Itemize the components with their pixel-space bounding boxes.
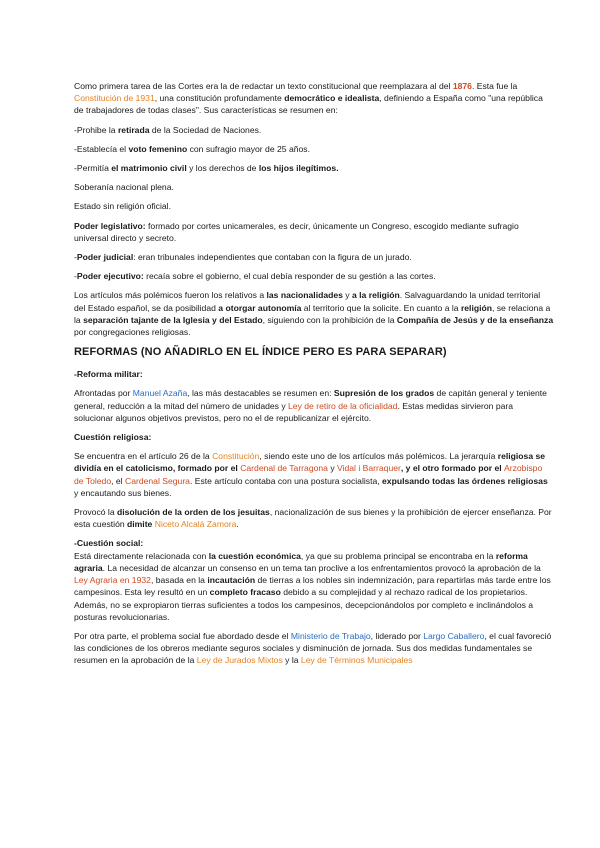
text: , una constitución profundamente xyxy=(154,93,285,104)
bold-text: a la religión xyxy=(352,290,400,301)
text: -Prohibe la xyxy=(74,124,118,135)
text: , el cual favoreció las condiciones de los obreros mediante seguros sociales y disminución de jornada. Sus dos medidas fundamentales se resumen en la aprobación de la xyxy=(74,630,552,666)
vidal-barraquer: Vidal i Barraquer xyxy=(337,463,401,474)
text: , siguiendo con la prohibición de la xyxy=(262,314,397,325)
feature-item xyxy=(74,143,554,155)
bold-text: Poder ejecutivo: xyxy=(76,271,144,282)
bold-text: Compañía de Jesús y de la enseñanza xyxy=(396,314,554,325)
text: Como primera tarea de las Cortes era la de redactar un texto constitucional que reemplazara al del xyxy=(74,81,453,91)
feature-item xyxy=(74,162,554,174)
text: debido a su complejidad y al rechazo radical de los propietarios. Además, no se expropiaron tierras suficientes a todos los campesinos, decepcionándolos por completo e inclinándolos a posturas revolucionarias. xyxy=(74,587,534,622)
bold-text: religión xyxy=(460,302,492,313)
text: , siendo este uno de los artículos más polémicos. La jerarquía xyxy=(259,451,498,462)
text: - xyxy=(74,271,77,282)
largo-caballero: Largo Caballero xyxy=(423,630,485,641)
constitucion-1931: Constitución de 1931 xyxy=(74,93,155,104)
militar-paragraph xyxy=(74,387,554,424)
text: , las más destacables se resumen en: xyxy=(187,388,334,399)
text: recaía sobre el gobierno, el cual debía responder de su gestión a las cortes. xyxy=(143,271,436,282)
ley-agraria: Ley Agraria en 1932 xyxy=(74,575,151,586)
text: y xyxy=(327,463,338,474)
text: por congregaciones religiosas. xyxy=(74,327,191,338)
text: Soberanía nacional plena. xyxy=(74,182,174,193)
intro-paragraph xyxy=(74,80,554,117)
bold-text: las nacionalidades xyxy=(266,290,343,301)
feature-item xyxy=(74,251,554,263)
bold-text: expulsando todas las órdenes religiosas xyxy=(382,475,548,486)
text: Por otra parte, el problema social fue abordado desde el xyxy=(74,630,291,641)
bold-text: disolución de la orden de los jesuitas xyxy=(117,507,270,518)
text: al territorio que la solicite. En cuanto a la xyxy=(301,302,461,313)
text: . La necesidad de alcanzar un consenso en un tema tan proclive a los enfrentamientos provocó la aprobación de la xyxy=(102,562,541,573)
social-paragraph xyxy=(74,550,554,623)
text: formado por cortes unicamerales, es decir, únicamente un Congreso, escogido mediante sufragio universal directo y secreto. xyxy=(74,220,519,243)
ley-retiro: Ley de retiro de la oficialidad xyxy=(288,400,398,411)
text: , liderado por xyxy=(370,630,424,641)
social-title: -Cuestión social: xyxy=(74,538,144,549)
azana-name: Manuel Azaña xyxy=(132,388,188,399)
bold-text: a otorgar autonomía xyxy=(218,302,302,313)
ley-jurados-mixtos: Ley de Jurados Mixtos xyxy=(196,655,283,666)
document-page xyxy=(74,80,554,674)
ley-terminos-municipales: Ley de Términos Municipales xyxy=(300,655,413,666)
arzobispo-toledo: Arzobispo de Toledo xyxy=(74,463,543,486)
text: : eran tribunales independientes que contaban con la figura de un jurado. xyxy=(133,252,412,263)
text: y la xyxy=(282,655,301,666)
text: -Establecía el xyxy=(74,143,129,154)
religiosa-paragraph xyxy=(74,450,554,499)
bold-text: los hijos ilegítimos. xyxy=(258,163,339,174)
bold-text: Poder legislativo: xyxy=(74,220,146,231)
text: . Salvaguardando la unidad territorial del Estado español, se da posibilidad xyxy=(74,290,541,313)
text: , nacionalización de sus bienes y la prohibición de ejercer enseñanza. Por esta cuestión xyxy=(74,507,552,530)
text: de capitán general y teniente general, reducción a la mitad del número de unidades y xyxy=(74,388,547,411)
text: . Estas medidas sirvieron para solucionar algunos objetivos previstos, pero no el de republicanizar el ejército. xyxy=(74,400,514,423)
text: , ya que su problema principal se encontraba en la xyxy=(300,550,496,561)
text: , el xyxy=(111,475,125,486)
text: Se encuentra en el artículo 26 de la xyxy=(74,451,213,462)
text: , se relaciona a la xyxy=(74,302,551,325)
bold-text: separación tajante de la Iglesia y del Estado xyxy=(83,314,263,325)
text: y xyxy=(342,290,352,301)
bold-text: retirada xyxy=(117,124,150,135)
bold-text: incautación xyxy=(207,575,256,586)
cardenal-segura: Cardenal Segura xyxy=(124,475,190,486)
bold-text: el matrimonio civil xyxy=(111,163,187,174)
feature-item xyxy=(74,220,554,244)
feature-item xyxy=(74,200,554,212)
text: , y el otro formado por el xyxy=(400,463,505,474)
bold-text: Supresión de los grados xyxy=(333,388,435,399)
feature-item xyxy=(74,124,554,136)
text: de tierras a los nobles sin indemnización, para repartirlas más tarde entre los campesinos. Esta ley resultó en un xyxy=(74,575,551,598)
alcala-zamora: Niceto Alcalá Zamora xyxy=(154,519,237,530)
text: de la Sociedad de Naciones. xyxy=(149,124,262,135)
text: con sufragio mayor de 25 años. xyxy=(187,143,310,154)
jesuitas-paragraph xyxy=(74,506,554,530)
text: Los artículos más polémicos fueron los relativos a xyxy=(74,290,267,301)
bold-text: Poder judicial xyxy=(76,252,134,263)
text: , basada en la xyxy=(150,575,208,586)
text: . Esta fue la xyxy=(471,81,518,91)
text: y los derechos de xyxy=(186,163,259,174)
text: Estado sin religión oficial. xyxy=(74,201,171,212)
bold-text: democrático e idealista xyxy=(284,93,380,104)
articles-paragraph xyxy=(74,289,554,338)
militar-title: -Reforma militar: xyxy=(74,369,143,380)
text: -Permitía xyxy=(74,163,112,174)
bold-text: religiosa se dividía en el catolicismo, formado por el xyxy=(74,451,546,474)
religiosa-title: Cuestión religiosa: xyxy=(74,432,152,443)
text: . xyxy=(236,519,239,530)
text: Está directamente relacionada con xyxy=(74,550,209,561)
bold-text: la cuestión económica xyxy=(208,550,301,561)
feature-item xyxy=(74,270,554,282)
text: . Este artículo contaba con una postura socialista, xyxy=(189,475,383,486)
year-1876: 1876 xyxy=(452,81,472,91)
ministerio-trabajo: Ministerio de Trabajo xyxy=(290,630,371,641)
constitucion-link: Constitución xyxy=(212,451,260,462)
cardenal-tarragona: Cardenal de Tarragona xyxy=(240,463,328,474)
feature-item xyxy=(74,181,554,193)
bold-text: dimite xyxy=(127,519,153,530)
reformas-heading: REFORMAS (NO AÑADIRLO EN EL ÍNDICE PERO ES PARA SEPARAR) xyxy=(74,346,447,359)
bold-text: completo fracaso xyxy=(209,587,281,598)
bold-text: reforma agraria xyxy=(74,550,528,573)
text: Provocó la xyxy=(74,507,117,518)
text: , definiendo a España como "una república de trabajadores de todas clases". Sus características se resumen en: xyxy=(74,93,543,116)
text: - xyxy=(74,252,77,263)
text: y encautando sus bienes. xyxy=(74,487,172,498)
text: Afrontadas por xyxy=(74,388,133,399)
trabajo-paragraph xyxy=(74,630,554,667)
bold-text: voto femenino xyxy=(128,143,188,154)
